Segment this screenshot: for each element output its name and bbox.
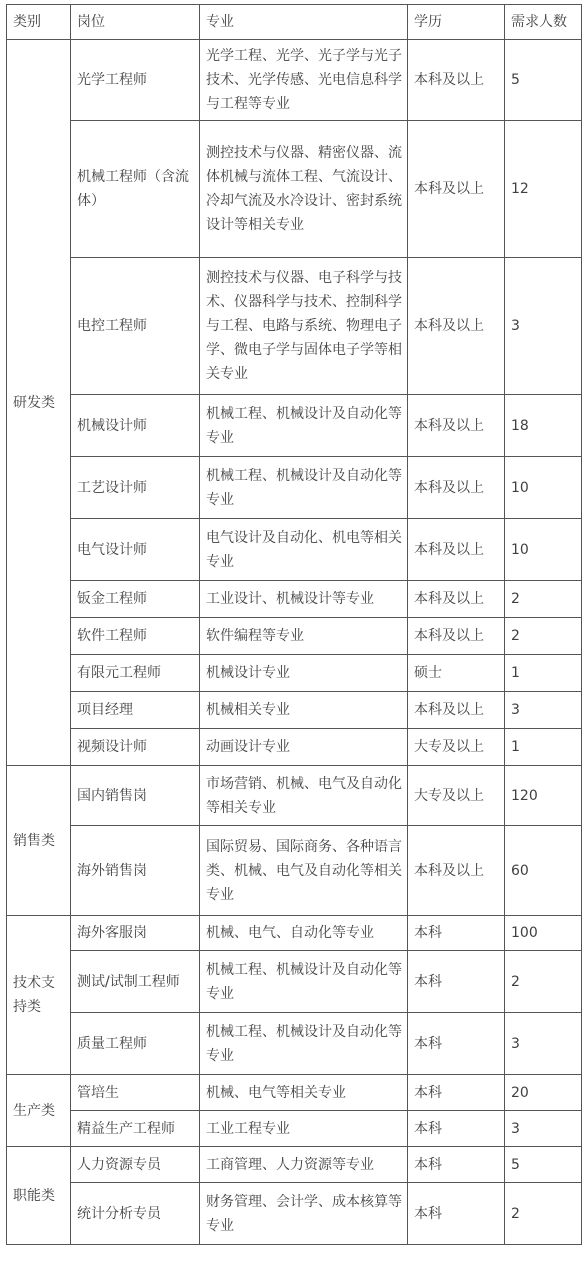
major-cell: 机械、电气、自动化等专业	[200, 916, 408, 951]
count-cell: 18	[505, 395, 582, 457]
education-cell: 本科	[408, 1111, 505, 1147]
table-row	[7, 121, 582, 258]
table-row	[7, 581, 582, 618]
major-cell: 软件编程等专业	[200, 618, 408, 655]
position-cell: 统计分析专员	[71, 1183, 200, 1245]
table-row	[7, 519, 582, 581]
education-cell: 本科及以上	[408, 618, 505, 655]
position-cell: 机械工程师（含流体）	[71, 121, 200, 258]
header-major: 专业	[200, 5, 408, 40]
position-cell: 视频设计师	[71, 729, 200, 766]
count-cell: 3	[505, 258, 582, 395]
count-cell: 3	[505, 1111, 582, 1147]
education-cell: 本科及以上	[408, 692, 505, 729]
education-cell: 本科及以上	[408, 395, 505, 457]
table-row	[7, 951, 582, 1013]
major-cell: 机械工程、机械设计及自动化等专业	[200, 395, 408, 457]
position-cell: 电控工程师	[71, 258, 200, 395]
education-cell: 本科及以上	[408, 581, 505, 618]
major-cell: 机械相关专业	[200, 692, 408, 729]
count-cell: 3	[505, 692, 582, 729]
count-cell: 5	[505, 1147, 582, 1183]
education-cell: 本科	[408, 1147, 505, 1183]
count-cell: 2	[505, 1183, 582, 1245]
table-row	[7, 618, 582, 655]
position-cell: 项目经理	[71, 692, 200, 729]
major-cell: 测控技术与仪器、电子科学与技术、仪器科学与技术、控制科学与工程、电路与系统、物理电子学、微电子学与固体电子学等相关专业	[200, 258, 408, 395]
major-cell: 光学工程、光学、光子学与光子技术、光学传感、光电信息科学与工程等专业	[200, 40, 408, 121]
education-cell: 本科	[408, 951, 505, 1013]
table-body	[7, 40, 582, 1245]
table-row	[7, 457, 582, 519]
table-row	[7, 655, 582, 692]
education-cell: 本科	[408, 1013, 505, 1075]
education-cell: 本科	[408, 1183, 505, 1245]
major-cell: 机械工程、机械设计及自动化等专业	[200, 1013, 408, 1075]
education-cell: 硕士	[408, 655, 505, 692]
table-row	[7, 1013, 582, 1075]
position-cell: 管培生	[71, 1075, 200, 1111]
position-cell: 海外客服岗	[71, 916, 200, 951]
major-cell: 市场营销、机械、电气及自动化等相关专业	[200, 766, 408, 826]
header-category: 类别	[7, 5, 71, 40]
position-cell: 质量工程师	[71, 1013, 200, 1075]
table-row	[7, 916, 582, 951]
major-cell: 测控技术与仪器、精密仪器、流体机械与流体工程、气流设计、冷却气流及水冷设计、密封系统设计等相关专业	[200, 121, 408, 258]
table-row	[7, 766, 582, 826]
category-cell: 技术支持类	[7, 916, 71, 1075]
education-cell: 本科及以上	[408, 457, 505, 519]
table-row	[7, 1075, 582, 1111]
major-cell: 工业设计、机械设计等专业	[200, 581, 408, 618]
major-cell: 动画设计专业	[200, 729, 408, 766]
education-cell: 本科及以上	[408, 519, 505, 581]
position-cell: 测试/试制工程师	[71, 951, 200, 1013]
count-cell: 2	[505, 951, 582, 1013]
position-cell: 有限元工程师	[71, 655, 200, 692]
category-cell: 销售类	[7, 766, 71, 916]
position-cell: 机械设计师	[71, 395, 200, 457]
category-cell: 职能类	[7, 1147, 71, 1245]
education-cell: 本科及以上	[408, 40, 505, 121]
education-cell: 本科及以上	[408, 826, 505, 916]
table-row	[7, 729, 582, 766]
category-cell: 生产类	[7, 1075, 71, 1147]
position-cell: 光学工程师	[71, 40, 200, 121]
table-row	[7, 1183, 582, 1245]
table-row	[7, 258, 582, 395]
position-cell: 工艺设计师	[71, 457, 200, 519]
count-cell: 60	[505, 826, 582, 916]
recruitment-table	[6, 4, 582, 1245]
education-cell: 本科及以上	[408, 121, 505, 258]
major-cell: 机械设计专业	[200, 655, 408, 692]
header-position: 岗位	[71, 5, 200, 40]
major-cell: 机械工程、机械设计及自动化等专业	[200, 951, 408, 1013]
count-cell: 1	[505, 655, 582, 692]
education-cell: 大专及以上	[408, 766, 505, 826]
major-cell: 财务管理、会计学、成本核算等专业	[200, 1183, 408, 1245]
education-cell: 本科及以上	[408, 258, 505, 395]
table-row	[7, 1111, 582, 1147]
position-cell: 人力资源专员	[71, 1147, 200, 1183]
table-row	[7, 826, 582, 916]
position-cell: 精益生产工程师	[71, 1111, 200, 1147]
position-cell: 电气设计师	[71, 519, 200, 581]
major-cell: 国际贸易、国际商务、各种语言类、机械、电气及自动化等相关专业	[200, 826, 408, 916]
table-row	[7, 692, 582, 729]
header-row	[7, 5, 582, 40]
position-cell: 海外销售岗	[71, 826, 200, 916]
count-cell: 12	[505, 121, 582, 258]
table-row	[7, 1147, 582, 1183]
count-cell: 2	[505, 618, 582, 655]
major-cell: 工商管理、人力资源等专业	[200, 1147, 408, 1183]
major-cell: 电气设计及自动化、机电等相关专业	[200, 519, 408, 581]
education-cell: 本科	[408, 1075, 505, 1111]
count-cell: 10	[505, 457, 582, 519]
count-cell: 2	[505, 581, 582, 618]
education-cell: 本科	[408, 916, 505, 951]
count-cell: 10	[505, 519, 582, 581]
position-cell: 国内销售岗	[71, 766, 200, 826]
table-row	[7, 40, 582, 121]
count-cell: 5	[505, 40, 582, 121]
count-cell: 1	[505, 729, 582, 766]
count-cell: 20	[505, 1075, 582, 1111]
header-count: 需求人数	[505, 5, 582, 40]
major-cell: 工业工程专业	[200, 1111, 408, 1147]
position-cell: 钣金工程师	[71, 581, 200, 618]
count-cell: 120	[505, 766, 582, 826]
major-cell: 机械工程、机械设计及自动化等专业	[200, 457, 408, 519]
count-cell: 100	[505, 916, 582, 951]
count-cell: 3	[505, 1013, 582, 1075]
table-row	[7, 395, 582, 457]
header-education: 学历	[408, 5, 505, 40]
category-cell: 研发类	[7, 40, 71, 766]
major-cell: 机械、电气等相关专业	[200, 1075, 408, 1111]
position-cell: 软件工程师	[71, 618, 200, 655]
education-cell: 大专及以上	[408, 729, 505, 766]
